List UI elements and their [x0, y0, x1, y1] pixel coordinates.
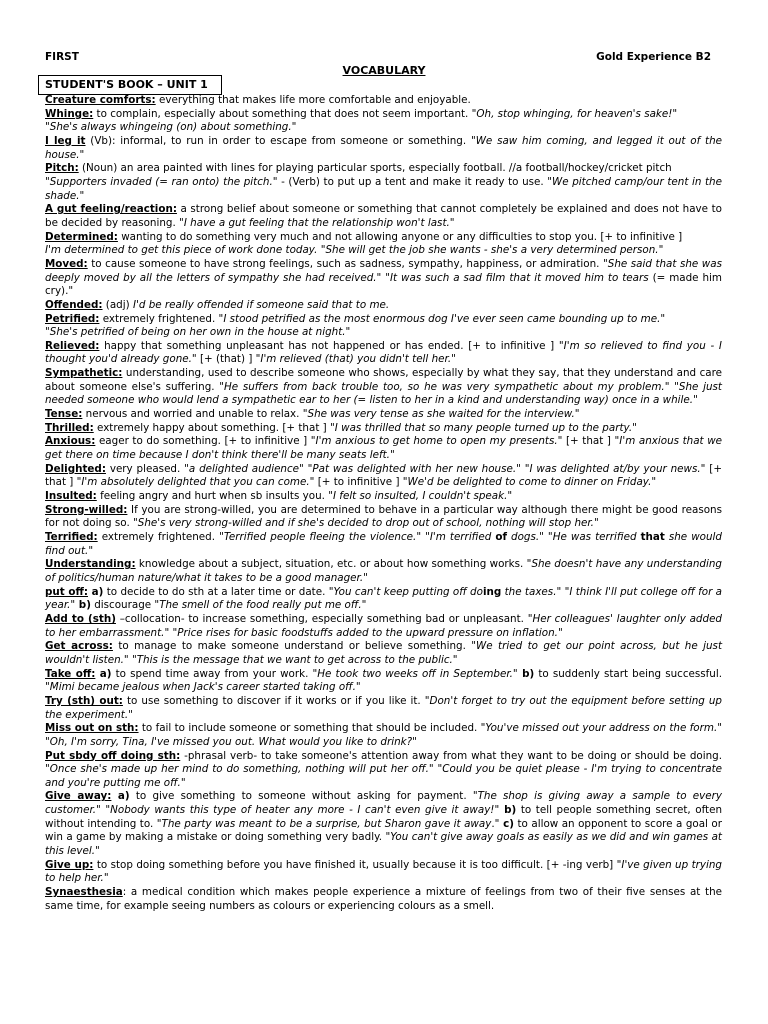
definition-text: to cause someone to have strong feelings, such as sadness, sympathy, happiness, or admiration. ": [87, 257, 608, 270]
entry-term: Whinge:: [45, 107, 94, 120]
entry-term: put off:: [45, 585, 88, 598]
entry-term: Put sbdy off doing sth:: [45, 749, 181, 762]
example-text: the taxes." "I think I'll put college off for a year.": [45, 585, 723, 612]
entry-term: Pitch:: [45, 162, 79, 175]
definition-text: to fail to include someone or something that should be included. ": [138, 722, 486, 735]
definition-text: eager to do something. [+ to infinitive ] ": [95, 435, 316, 448]
definition-text: to give something to someone without asking for payment. ": [129, 790, 478, 803]
entry-term: Delighted:: [45, 462, 106, 475]
entry-term: Relieved:: [45, 339, 100, 352]
entry-synaesthesia: [45, 886, 722, 913]
definition-text: to allow an opponent to score a goal or win a game by making a mistake or doing something very badly. ": [45, 817, 722, 844]
entry-term: Take off:: [45, 667, 96, 680]
example-text: I was thrilled that so many people turned up to the party.": [334, 421, 637, 434]
entry-miss-out: [45, 722, 722, 749]
entry-term: Insulted:: [45, 490, 97, 503]
example-text: You can't give away goals as easily as we did and win games at this level.": [45, 831, 722, 858]
example-text: The party was meant to be a surprise, but Sharon gave it away: [161, 817, 492, 830]
entry-term: Petrified:: [45, 312, 100, 325]
entry-add-to: [45, 613, 722, 640]
emphasis-text: b): [499, 804, 517, 817]
example-text: Mimi became jealous when Jack's career started taking off.": [49, 681, 361, 694]
example-text: I felt so insulted, I couldn't speak.": [332, 490, 513, 503]
definition-text: discourage ": [90, 599, 160, 612]
example-text: She's very strong-willed and if she's decided to drop out of school, nothing will stop her.": [137, 517, 599, 530]
definition-text: (Vb): informal, to run in order to escape from someone or something.: [85, 134, 471, 147]
entry-term: I leg it: [45, 134, 86, 147]
definition-text: understanding, used to describe someone who shows, especially by what they say, that they understand and care about someone else's suffering. ": [45, 367, 722, 393]
entry-whinge: [45, 108, 722, 135]
definition-text: - (Verb) to put up a tent and make it ready to use. ": [277, 175, 553, 188]
example-text: "We saw him coming, and legged it out of the house.": [45, 134, 722, 161]
entry-give-away: [45, 790, 722, 858]
example-text: I'm determined to get this piece of work done today. "She will get the job she wants - she's a very determined person.": [45, 244, 664, 257]
emphasis-text: c): [499, 817, 515, 830]
definition-text: : a medical condition which makes people experience a mixture of feelings from two of their five senses at the same time, for example seeing numbers as colours or experiencing colours as a smell.: [45, 886, 722, 912]
entry-take-off: [45, 668, 722, 695]
example-text: She was very tense as she waited for the interview.": [307, 408, 580, 421]
example-text: a delighted audience" "Pat was delighted with her new house." "I was delighted at/by your news.": [188, 462, 706, 475]
definition-text: very pleased. ": [105, 462, 189, 475]
example-text: Her colleagues' laughter only added to her embarrassment." "Price rises for basic foodstuffs added to the upward pressure on inflation.": [45, 612, 722, 639]
definition-text: happy that something unpleasant has not happened or has ended. [+ to infinitive ] ": [99, 339, 564, 352]
entry-put-sbdy-off: [45, 750, 722, 791]
emphasis-text: b): [517, 667, 535, 680]
definition-text: [+ to infinitive ] ": [314, 476, 408, 489]
entry-term: Strong-willed:: [45, 503, 128, 516]
definition-text: (Noun) an area painted with lines for playing particular sports, especially football. //a football/hockey/cricket pitch: [78, 162, 672, 175]
definition-text: to tell people something secret, often without intending to. ": [45, 804, 723, 830]
vocabulary-list: [45, 94, 722, 913]
entry-leg-it: [45, 135, 722, 162]
example-text: I'm anxious to get home to open my presents.": [315, 435, 563, 448]
definition-text: extremely frightened. ": [97, 531, 224, 543]
example-text: He took two weeks off in September.": [317, 667, 518, 680]
example-text: You can't keep putting off do: [333, 585, 483, 598]
definition-text: extremely frightened. ": [99, 312, 224, 325]
entry-insulted: [45, 490, 722, 504]
definition-text: to suddenly start being successful. ": [45, 667, 723, 694]
definition-text: [+ that ] ": [45, 462, 722, 489]
entry-term: Offended:: [45, 298, 103, 311]
example-text: We tried to get our point across, but he just wouldn't listen." "This is the message that we want to get across to the public.": [45, 640, 722, 666]
entry-term: Anxious:: [45, 435, 96, 448]
emphasis-text: that: [640, 531, 665, 543]
entry-try-out: [45, 695, 722, 722]
example-text: Oh, stop whinging, for heaven's sake!": [476, 107, 678, 120]
example-text: We'd be delighted to come to dinner on Friday.": [407, 476, 657, 489]
definition-text: a strong belief about someone or something that cannot completely be explained and does not have to be decided by reasoning. ": [45, 203, 722, 229]
entry-creature-comforts: [45, 94, 722, 108]
entry-anxious: [45, 435, 722, 462]
entry-gut-feeling: [45, 203, 722, 230]
entry-moved: [45, 258, 722, 299]
entry-term: Moved:: [45, 257, 88, 270]
definition-text: –collocation- to increase something, especially something bad or unpleasant. ": [115, 612, 533, 625]
definition-text: nervous and worried and unable to relax. ": [82, 408, 308, 421]
definition-text: knowledge about a subject, situation, etc. or about how something works. ": [135, 558, 532, 571]
unit-heading: STUDENT'S BOOK – UNIT 1: [38, 75, 222, 95]
entry-understanding: [45, 558, 722, 585]
entry-sympathetic: [45, 367, 722, 408]
example-text: Once she's made up her mind to do something, nothing will put her off." "Could you be quiet please - I'm trying to concentrate and you're putting me off.": [45, 763, 722, 789]
example-text: I'd be really offended if someone said that to me.: [132, 298, 390, 311]
definition-text: everything that makes life more comfortable and enjoyable.: [155, 94, 471, 106]
example-text: I'm relieved (that) you didn't tell her.": [260, 353, 456, 366]
example-text: Don't forget to try out the equipment before setting up the experiment.": [45, 694, 722, 721]
example-text: I've given up trying to help her.": [45, 858, 722, 885]
entry-term: Get across:: [45, 640, 113, 653]
example-text: You've missed out your address on the form." "Oh, I'm sorry, Tina, I've missed you out. What would you like to drink?": [45, 722, 722, 748]
emphasis-text: a): [111, 790, 130, 803]
definition-text: feeling angry and hurt when sb insults you. ": [96, 490, 333, 503]
entry-term: Understanding:: [45, 558, 136, 571]
definition-text: to stop doing something before you have finished it, usually because it is too difficult. [+ -ing verb] ": [93, 858, 622, 871]
example-text: The smell of the food really put me off.": [159, 599, 367, 612]
definition-text: -phrasal verb- to take someone's attention away from what they want to be doing or should be doing. ": [45, 749, 722, 776]
entry-put-off: [45, 586, 722, 613]
definition-text: (adj): [102, 298, 133, 311]
entry-get-across: [45, 640, 722, 667]
entry-term: Creature comforts:: [45, 94, 156, 106]
page-title: VOCABULARY: [342, 64, 426, 77]
definition-text: (= made him cry).": [45, 271, 722, 298]
entry-terrified: [45, 531, 722, 558]
definition-text: to complain, especially about something that does not seem important. ": [93, 107, 477, 120]
example-text: "She's petrified of being on her own in the house at night.": [45, 326, 351, 339]
example-text: I'm so relieved to find you - I thought you'd already gone.": [45, 339, 722, 366]
definition-text: [+ (that) ] ": [196, 353, 261, 366]
emphasis-text: a): [95, 667, 112, 680]
definition-text: to manage to make someone understand or believe something. ": [112, 640, 477, 653]
entry-relieved: [45, 340, 722, 367]
entry-term: Thrilled:: [45, 421, 94, 434]
example-text: she would find out.": [45, 531, 722, 557]
course-level: FIRST: [45, 51, 79, 63]
book-title: Gold Experience B2: [596, 51, 711, 63]
entry-term: Determined:: [45, 230, 118, 243]
entry-give-up: [45, 859, 722, 886]
example-text: I'm absolutely delighted that you can come.": [81, 476, 315, 489]
definition-text: to use something to discover if it works or if you like it. ": [122, 694, 430, 707]
entry-term: Terrified:: [45, 531, 98, 543]
example-text: We pitched camp/our tent in the shade.": [45, 175, 722, 202]
example-text: I'm anxious that we get there on time because I don't think there'll be many seats left.": [45, 435, 723, 462]
entry-determined: [45, 231, 722, 258]
entry-term: Give away:: [45, 790, 112, 803]
entry-offended: [45, 299, 722, 313]
entry-term: Miss out on sth:: [45, 722, 139, 735]
example-text: She doesn't have any understanding of politics/human nature/what it takes to be a good manager.": [45, 558, 722, 584]
entry-term: Add to (sth): [45, 612, 116, 625]
entry-term: Give up:: [45, 858, 94, 871]
definition-text: If you are strong-willed, you are determined to behave in a particular way although there might be good reasons for not doing so. ": [45, 503, 722, 530]
example-text: The shop is giving away a sample to every customer." "Nobody wants this type of heater any more - I can't even give it away!": [45, 790, 722, 817]
definition-text: extremely happy about something. [+ that ] ": [93, 421, 335, 434]
definition-text: [+ that ] ": [562, 435, 620, 448]
example-text: Terrified people fleeing the violence." "I'm terrified: [223, 531, 496, 543]
emphasis-text: of: [495, 531, 507, 543]
emphasis-text: ing: [482, 585, 502, 598]
entry-tense: [45, 408, 722, 422]
entry-pitch: [45, 162, 722, 203]
entry-strong-willed: [45, 504, 722, 531]
example-text: She said that she was deeply moved by all the letters of sympathy she had received." "It was such a sad film that it moved him to tears: [45, 257, 722, 284]
definition-text: to spend time away from your work. ": [111, 667, 318, 680]
example-text: "Supporters invaded (= ran onto) the pitch.": [45, 175, 278, 188]
entry-term: Tense:: [45, 408, 83, 421]
example-text: He suffers from back trouble too, so he was very sympathetic about my problem." "She just needed someone who would lend a sympathetic ear to her (= listen to her in a kind and understanding way) once in a while.": [45, 380, 722, 407]
entry-delighted: [45, 463, 722, 490]
entry-thrilled: [45, 422, 722, 436]
emphasis-text: b): [75, 599, 91, 612]
entry-term: Try (sth) out:: [45, 694, 123, 707]
entry-term: Synaesthesia: [45, 886, 123, 899]
example-text: dogs." "He was terrified: [506, 531, 641, 543]
emphasis-text: a): [88, 585, 104, 598]
entry-petrified: [45, 313, 722, 340]
example-text: "She's always whingeing (on) about something.": [45, 121, 297, 134]
example-text: I have a gut feeling that the relationship won't last.": [183, 216, 455, 229]
entry-term: A gut feeling/reaction:: [45, 203, 177, 216]
definition-text: .": [491, 817, 500, 830]
definition-text: to decide to do sth at a later time or date. ": [103, 585, 334, 598]
example-text: I stood petrified as the most enormous dog I've ever seen came bounding up to me.": [223, 312, 666, 325]
entry-term: Sympathetic:: [45, 367, 123, 380]
definition-text: wanting to do something very much and not allowing anyone or any difficulties to stop you. [+ to infinitive ]: [117, 230, 683, 243]
